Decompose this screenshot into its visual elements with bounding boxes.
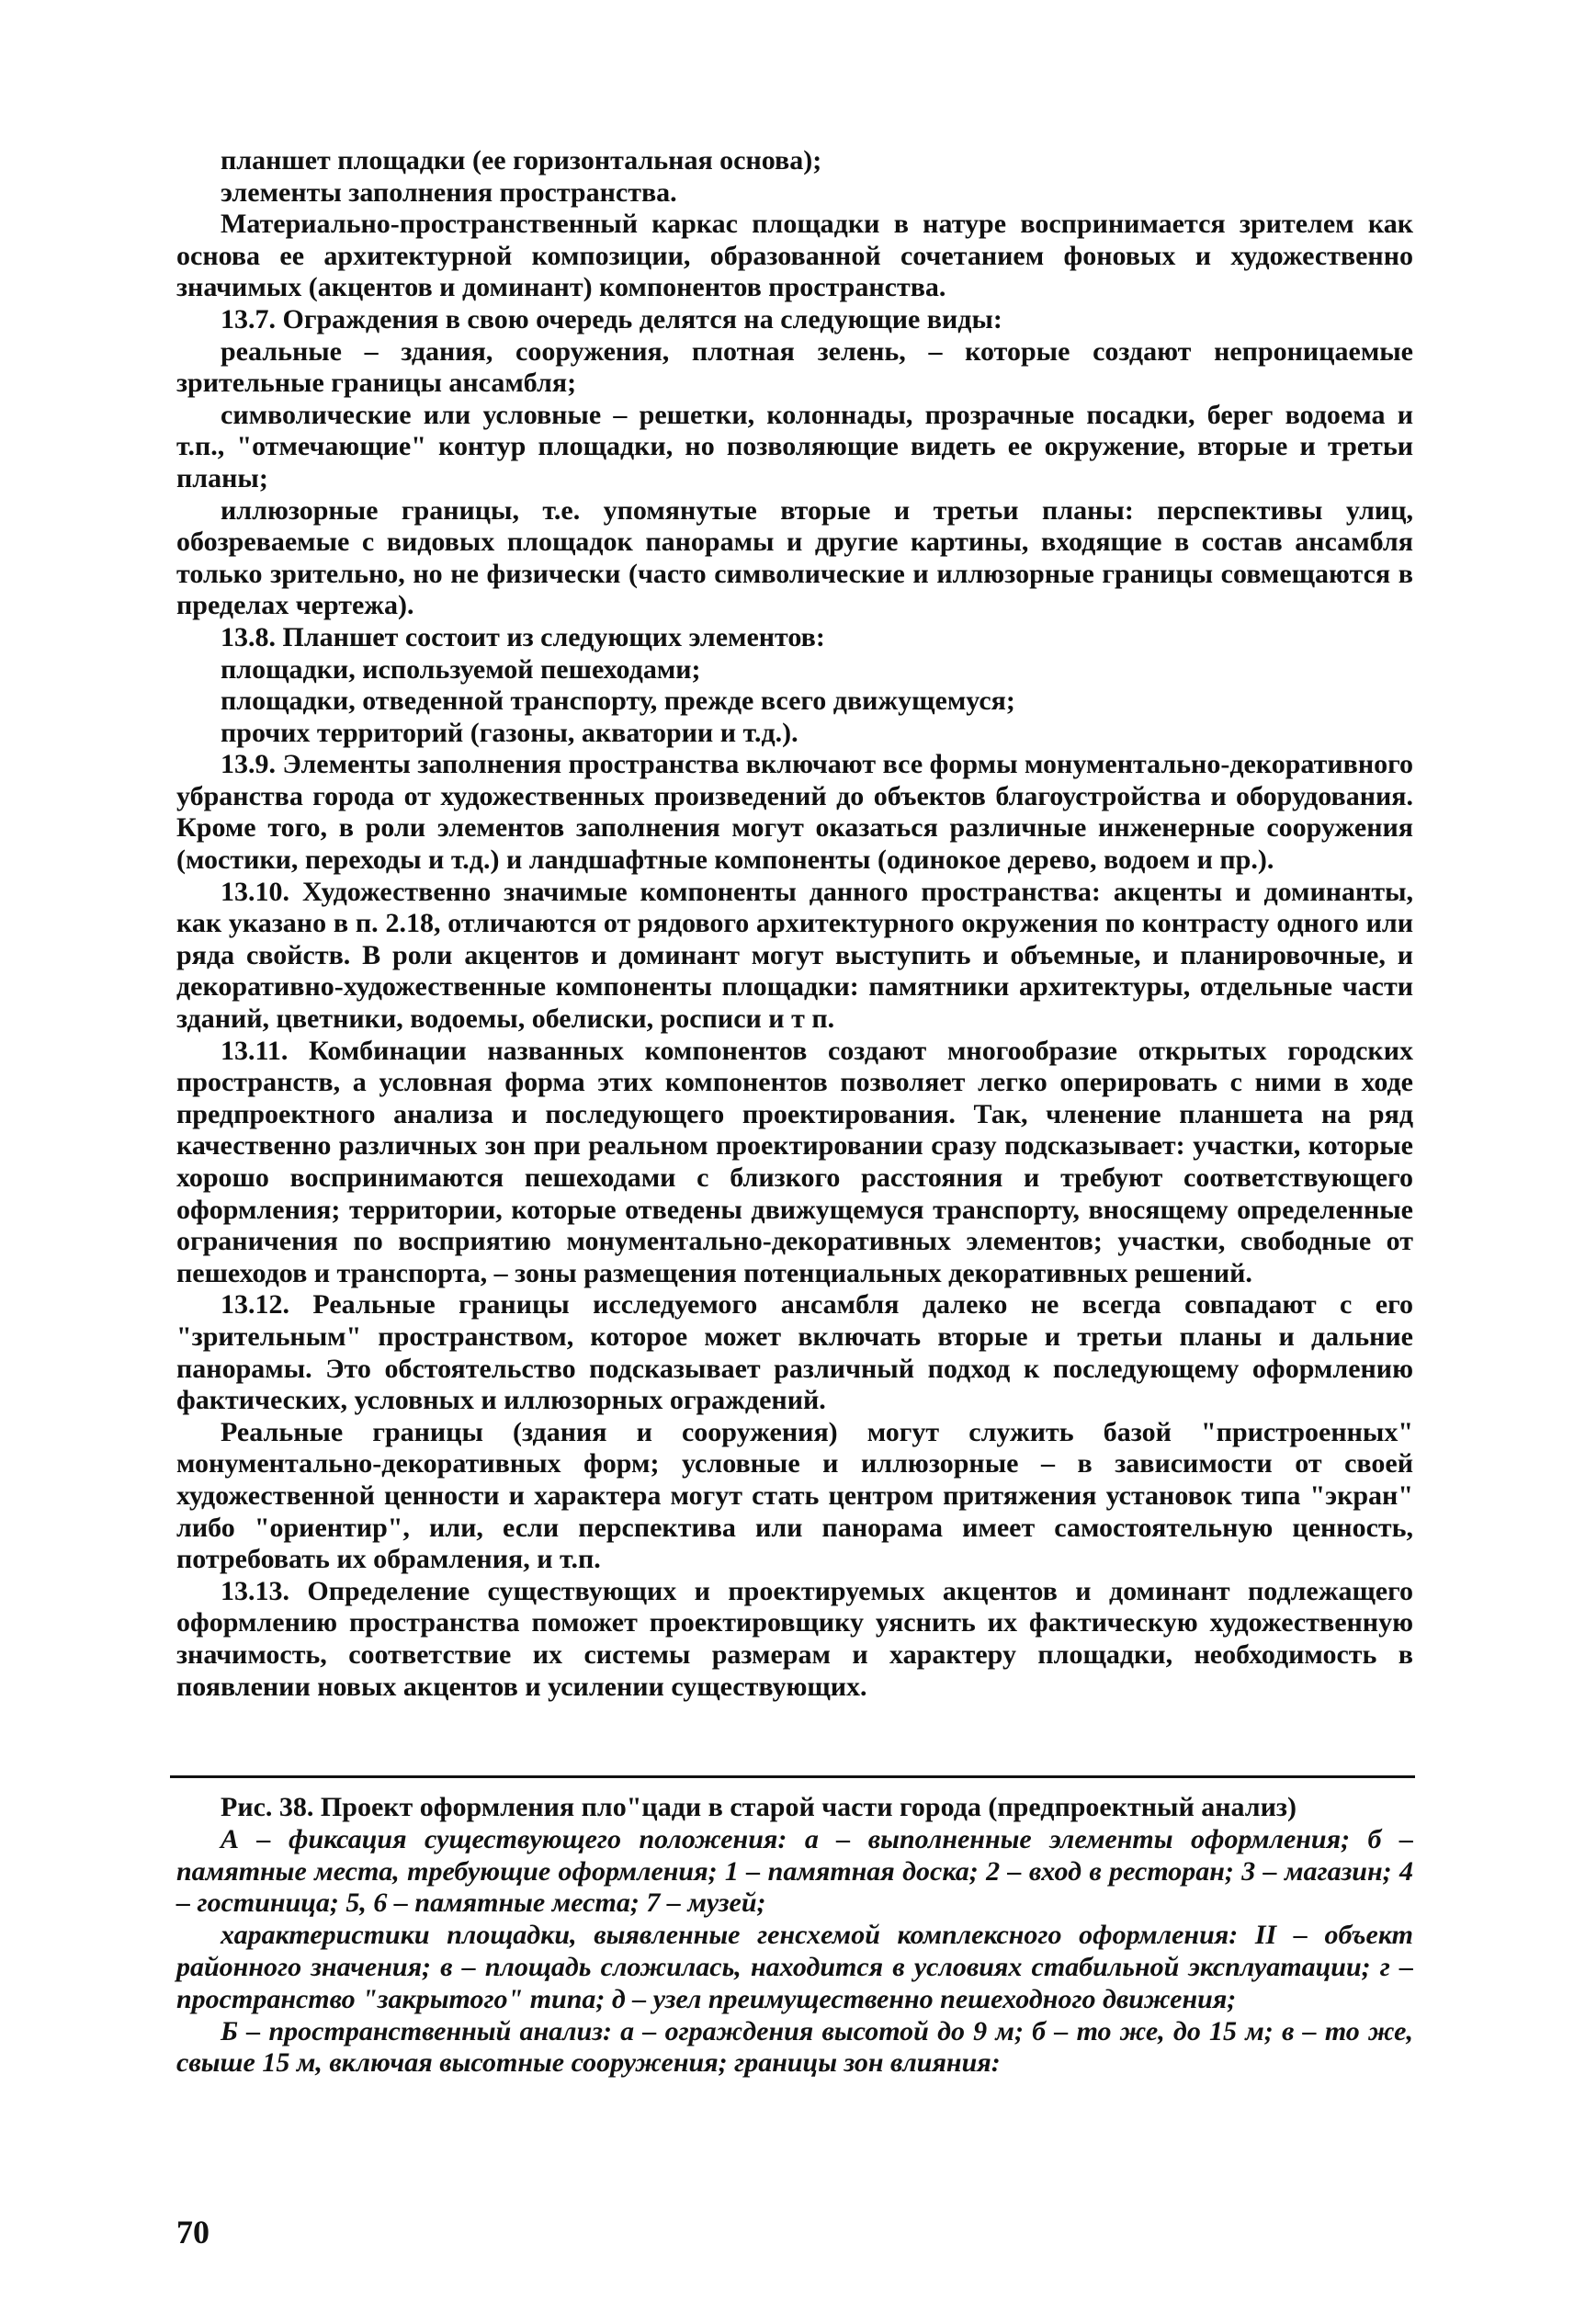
paragraph: элементы заполнения пространства. (221, 176, 677, 208)
paragraph: 13.9. Элементы заполнения пространства включают все формы монументально-декоративного убранства города от художественных произведений до объектов благоустройства и оборудования. Кроме того, в роли элементов заполнения могут оказаться различные инженерные сооружения (мостики, переходы и т.д.) и ландшафтные компоненты (одинокое дерево, водоем и пр.). (176, 749, 1413, 876)
caption-divider (170, 1775, 1415, 1778)
paragraph: 13.12. Реальные границы исследуемого ансамбля далеко не всегда совпадают с его "зрительным" пространством, которое может включать вторые и третьи планы и дальние панорамы. Это обстоятельство подсказывает различный подход к последующему оформлению фактических, условных и иллюзорных ограждений. (176, 1289, 1413, 1416)
paragraph: 13.7. Ограждения в свою очередь делятся на следующие виды: (221, 303, 1002, 334)
paragraph: иллюзорные границы, т.е. упомянутые вторые и третьи планы: перспективы улиц, обозреваемые с видовых площадок панорамы и другие картины, входящие в состав ансамбля только зрительно, но не физически (часто символические и иллюзорные границы совмещаются в пределах чертежа). (176, 494, 1413, 621)
caption-title: Рис. 38. Проект оформления пло"цади в старой части города (предпроектный анализ) (221, 1792, 1297, 1822)
body-text (176, 145, 1413, 1703)
paragraph: 13.13. Определение существующих и проектируемых акцентов и доминант подлежащего оформлению пространства поможет проектировщику уяснить их фактическую художественную значимость, соответствие их системы размерам и характеру площадки, необходимость в появлении новых акцентов и усилении существующих. (176, 1575, 1413, 1702)
paragraph: 13.8. Планшет состоит из следующих элементов: (221, 621, 825, 652)
page-number: 70 (176, 2214, 209, 2250)
caption-item: Б – пространственный анализ: а – ограждения высотой до 9 м; б – то же, до 15 м; в – то же, свыше 15 м, включая высотные сооружения; границы зон влияния: (176, 2015, 1413, 2079)
paragraph: 13.10. Художественно значимые компоненты данного пространства: акценты и доминанты, как указано в п. 2.18, отличаются от рядового архитектурного окружения по контрасту одного или ряда свойств. В роли акцентов и доминант могут выступить и объемные, и планировочные, и декоративно-художественные компоненты площадки: памятники архитектуры, отдельные части зданий, цветники, водоемы, обелиски, росписи и т п. (176, 876, 1413, 1035)
paragraph: планшет площадки (ее горизонтальная основа); (221, 145, 822, 176)
paragraph: площадки, используемой пешеходами; (221, 653, 701, 685)
paragraph: 13.11. Комбинации названных компонентов создают многообразие открытых городских пространств, а условная форма этих компонентов позволяет легко оперировать с ними в ходе предпроектного анализа и последующего проектирования. Так, членение планшета на ряд качественно различных зон при реальном проектировании сразу подсказывает: участки, которые хорошо воспринимаются пешеходами с близкого расстояния и требуют соответствующего оформления; территории, которые отведены движущемуся транспорту, вносящему определенные ограничения по восприятию монументально-декоративных элементов; участки, свободные от пешеходов и транспорта, – зоны размещения потенциальных декоративных решений. (176, 1035, 1413, 1288)
caption-item: А – фиксация существующего положения: а – выполненные элементы оформления; б – памятные места, требующие оформления; 1 – памятная доска; 2 – вход в ресторан; 3 – магазин; 4 – гостиница; 5, 6 – памятные места; 7 – музей; (176, 1823, 1413, 1919)
paragraph: площадки, отведенной транспорту, прежде всего движущемуся; (221, 686, 1015, 717)
paragraph: реальные – здания, сооружения, плотная зелень, – которые создают непроницаемые зрительные границы ансамбля; (176, 335, 1413, 399)
paragraph: символические или условные – решетки, колоннады, прозрачные посадки, берег водоема и т.п., "отмечающие" контур площадки, но позволяющие видеть ее окружение, вторые и третьи планы; (176, 399, 1413, 493)
figure-caption (176, 1792, 1413, 2080)
paragraph: Реальные границы (здания и сооружения) могут служить базой "пристроенных" монументально-декоративных форм; условные и иллюзорные – в зависимости от своей художественной ценности и характера могут стать центром притяжения установок типа "экран" либо "ориентир", или, если перспектива или панорама имеет самостоятельную ценность, потребовать их обрамления, и т.п. (176, 1416, 1413, 1575)
caption-item: характеристики площадки, выявленные генсхемой комплексного оформления: II – объект районного значения; в – площадь сложилась, находится в условиях стабильной эксплуатации; г – пространство "закрытого" типа; д – узел преимущественно пешеходного движения; (176, 1920, 1413, 2014)
paragraph: Материально-пространственный каркас площадки в натуре воспринимается зрителем как основа ее архитектурной композиции, образованной сочетанием фоновых и художественно значимых (акцентов и доминант) компонентов пространства. (176, 209, 1413, 303)
paragraph: прочих территорий (газоны, акватории и т.д.). (221, 717, 798, 748)
